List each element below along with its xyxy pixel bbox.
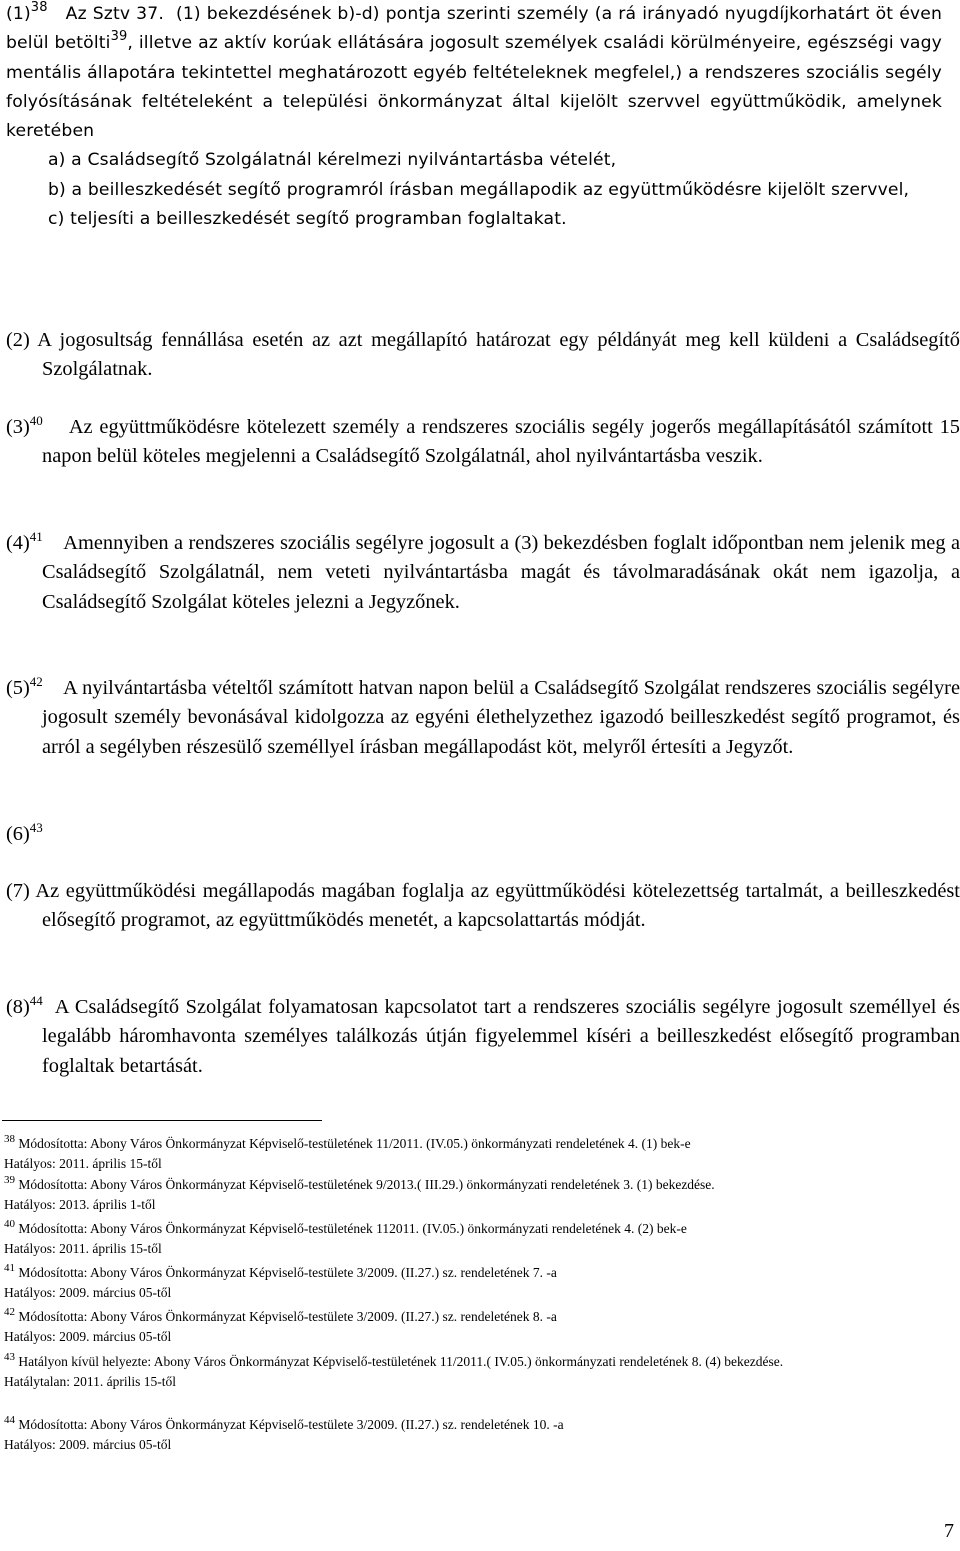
paragraph-text: Az együttműködési megállapodás magában foglalja az együttműködési kötelezettség tartalmát, a beilleszkedést elősegítő programot, az együttműködés menetét, a kapcsolattartás módját.	[35, 880, 960, 932]
paragraph-number: (3)	[6, 416, 30, 438]
paragraph-8	[6, 993, 960, 1081]
footnote-text: Módosította: Abony Város Önkormányzat Képviselő-testülete 3/2009. (II.27.) sz. rendeletének 7. -a	[18, 1265, 557, 1280]
footnote-effective: Hatályos: 2011. április 15-től	[4, 1156, 162, 1172]
footnote-ref[interactable]: 43	[29, 820, 43, 836]
paragraph-number: (5)	[6, 677, 30, 699]
footnote-ref[interactable]: 39	[110, 29, 128, 45]
page-number: 7	[944, 1520, 954, 1542]
paragraph-6	[6, 820, 960, 849]
footnote-38	[4, 1134, 934, 1175]
footnote-effective: Hatályos: 2009. március 05-től	[4, 1285, 172, 1301]
paragraph-text: A Családsegítő Szolgálat folyamatosan kapcsolatot tart a rendszeres szociális segélyre jogosult személlyel és legalább háromhavonta személyes találkozás útján figyelemmel kíséri a beilleszkedést elősegítő programban foglaltak betartását.	[42, 996, 960, 1077]
list-item-c: c) teljesíti a beilleszkedését segítő programban foglaltakat.	[48, 209, 567, 230]
footnote-number: 40	[4, 1217, 15, 1230]
footnote-effective: Hatályos: 2013. április 1-től	[4, 1197, 156, 1213]
paragraph-number: (4)	[6, 532, 30, 554]
paragraph-1	[6, 0, 942, 234]
footnote-ref[interactable]: 38	[30, 0, 48, 16]
paragraph-4	[6, 529, 960, 617]
paragraph-text-b: , illetve az aktív korúak ellátására jogosult személyek családi körülményeire, egészségi vagy mentális állapotára tekintettel meghatározott egyéb feltételeknek megfelel,) a rendszeres szociális segély folyósításának feltételeként a települési önkormányzat által kijelölt szervvel együttműködik, amelynek keretében	[6, 33, 942, 142]
footnote-number: 39	[4, 1173, 15, 1186]
footnote-text: Módosította: Abony Város Önkormányzat Képviselő-testületének 9/2013.( III.29.) önkormányzati rendeletének 3. (1) bekezdése.	[18, 1177, 715, 1192]
footnote-44	[4, 1415, 934, 1456]
footnote-number: 38	[4, 1132, 15, 1145]
paragraph-text: Amennyiben a rendszeres szociális segélyre jogosult a (3) bekezdésben foglalt időpontban nem jelenik meg a Családsegítő Szolgálatnál, nem veteti nyilvántartásba magát és távolmaradásának okát nem igazolja, a Családsegítő Szolgálat köteles jelezni a Jegyzőnek.	[42, 532, 960, 613]
footnote-text: Hatályon kívül helyezte: Abony Város Önkormányzat Képviselő-testületének 11/2011.( IV.05.) önkormányzati rendeletének 8. (4) bekezdése.	[18, 1354, 784, 1369]
footnote-text: Módosította: Abony Város Önkormányzat Képviselő-testületének 112011. (IV.05.) önkormányzati rendeletének 4. (2) bek-e	[18, 1221, 687, 1236]
footnote-ref[interactable]: 42	[29, 674, 43, 690]
paragraph-number: (6)	[6, 823, 30, 845]
footnote-ref[interactable]: 41	[29, 529, 43, 545]
paragraph-7	[6, 877, 960, 936]
paragraph-3	[6, 413, 960, 472]
footnote-number: 42	[4, 1305, 15, 1318]
paragraph-2	[6, 326, 960, 385]
footnote-number: 44	[4, 1413, 15, 1426]
paragraph-text: A nyilvántartásba vételtől számított hatvan napon belül a Családsegítő Szolgálat rendszeres szociális segélyre jogosult személy bevonásával kidolgozza az egyéni élethelyzethez igazodó beilleszkedést segítő programot, és arról a segélyben részesülő személlyel írásban megállapodást köt, melyről értesíti a Jegyzőt.	[42, 677, 960, 758]
paragraph-number: (1)	[6, 4, 31, 24]
footnote-42	[4, 1307, 934, 1348]
list-item-a: a) a Családsegítő Szolgálatnál kérelmezi nyilvántartásba vételét,	[48, 150, 617, 171]
footnote-text: Módosította: Abony Város Önkormányzat Képviselő-testületének 11/2011. (IV.05.) önkormányzati rendeletének 4. (1) bek-e	[18, 1136, 691, 1151]
paragraph-number: (2)	[6, 329, 30, 351]
footnote-41	[4, 1263, 934, 1304]
paragraph-number: (8)	[6, 996, 30, 1018]
law-reference: Az Sztv 37.	[65, 4, 164, 24]
paragraph-text-a: (1) bekezdésének b)-d) pontja szerinti személy (a rá irányadó nyugdíjkorhatárt öt éven belül betölti	[6, 4, 943, 54]
footnote-separator	[2, 1120, 322, 1121]
footnote-effective: Hatályos: 2011. április 15-től	[4, 1241, 162, 1257]
footnote-text: Módosította: Abony Város Önkormányzat Képviselő-testülete 3/2009. (II.27.) sz. rendeletének 10. -a	[18, 1417, 564, 1432]
footnote-effective: Hatályos: 2009. március 05-től	[4, 1329, 172, 1345]
list-item-b: b) a beilleszkedését segítő programról írásban megállapodik az együttműködésre kijelölt szervvel,	[48, 179, 910, 200]
paragraph-5	[6, 674, 960, 762]
paragraph-number: (7)	[6, 880, 30, 902]
footnote-ref[interactable]: 40	[29, 413, 43, 429]
footnote-text: Módosította: Abony Város Önkormányzat Képviselő-testülete 3/2009. (II.27.) sz. rendeletének 8. -a	[18, 1309, 557, 1324]
footnote-43	[4, 1352, 934, 1393]
footnote-number: 43	[4, 1350, 15, 1363]
footnote-39	[4, 1175, 934, 1216]
paragraph-text: A jogosultság fennállása esetén az azt megállapító határozat egy példányát meg kell küldeni a Családsegítő Szolgálatnak.	[37, 329, 960, 381]
footnote-40	[4, 1219, 934, 1260]
footnote-number: 41	[4, 1261, 15, 1274]
footnote-effective: Hatálytalan: 2011. április 15-től	[4, 1374, 176, 1390]
footnote-effective: Hatályos: 2009. március 05-től	[4, 1437, 172, 1453]
paragraph-text: Az együttműködésre kötelezett személy a rendszeres szociális segély jogerős megállapításától számított 15 napon belül köteles megjelenni a Családsegítő Szolgálatnál, ahol nyilvántartásba veszik.	[42, 416, 960, 468]
footnote-ref[interactable]: 44	[29, 993, 43, 1009]
